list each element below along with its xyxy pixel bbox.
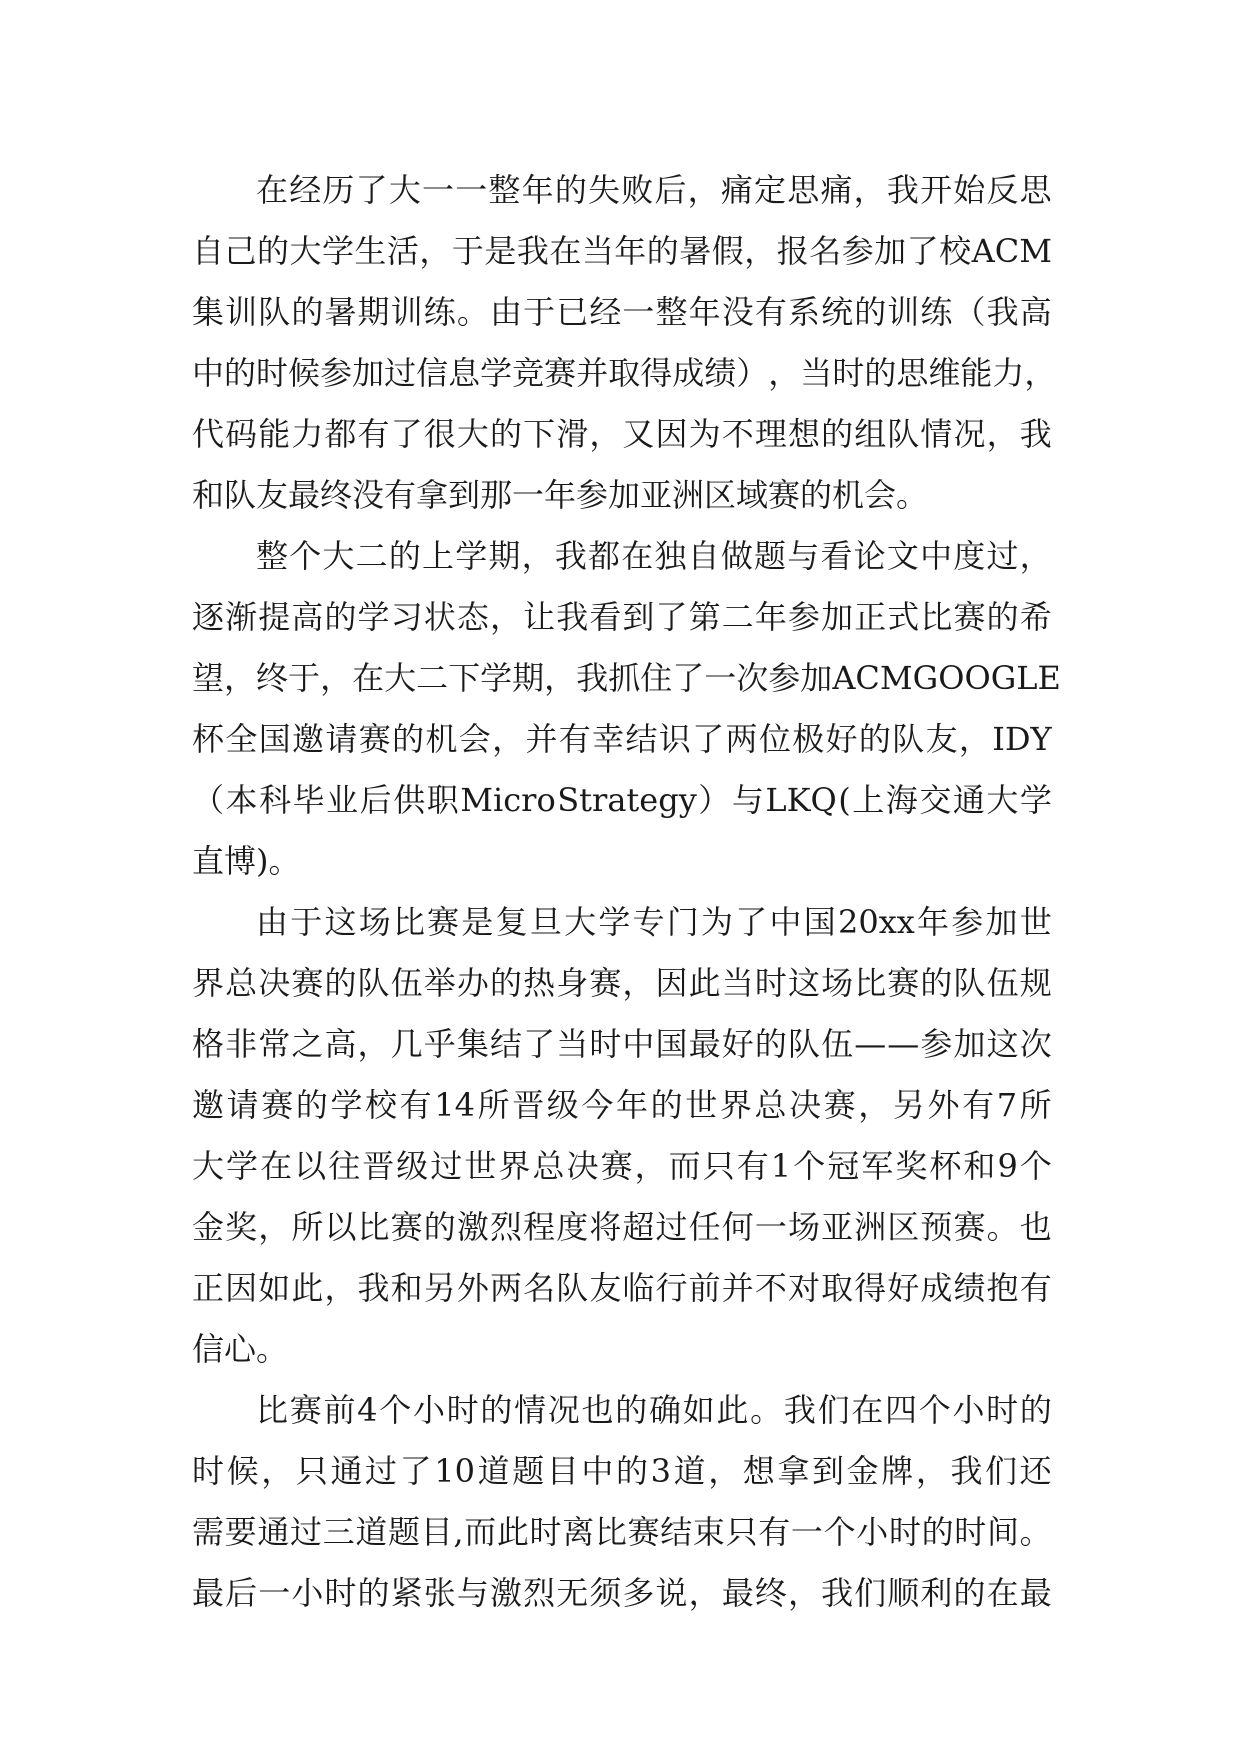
text-line: 界 总 决 赛 的 队 伍 举 办 的 热 身 赛 ， 因 此 当 时 这 场 比 赛 的 队 伍 规 [192,964,1052,1002]
text-line: 比 赛 前 4 个 小 时 的 情 况 也 的 确 如 此 。 我 们 在 四 个 小 时 的 [256,1391,1052,1429]
text-line: 望 ， 终 于 ， 在 大 二 下 学 期 ， 我 抓 住 了 一 次 参 加 ACM GOOGLE [192,659,1061,697]
paragraph-4 [192,1380,1052,1624]
body-text [192,160,1061,1624]
text-line: 中 的 时 候 参 加 过 信 息 学 竞 赛 并 取 得 成 绩 ） ， 当 时 的 思 维 能 力 ， [192,354,1057,392]
text-line: 由 于 这 场 比 赛 是 复 旦 大 学 专 门 为 了 中 国 20xx 年 参 加 世 [256,903,1052,941]
text-line: 杯 全 国 邀 请 赛 的 机 会 ， 并 有 幸 结 识 了 两 位 极 好 的 队 友 ， IDY [192,720,1052,758]
text-line: 自 己 的 大 学 生 活 ， 于 是 我 在 当 年 的 暑 假 ， 报 名 参 加 了 校 ACM [192,232,1052,270]
text-line: 在 经 历 了 大 一 一 整 年 的 失 败 后 ， 痛 定 思 痛 ， 我 开 始 反 思 [256,171,1052,209]
text-line: 格 非 常 之 高 ， 几 乎 集 结 了 当 时 中 国 最 好 的 队 伍 — — 参 加 这 次 [192,1025,1052,1063]
text-line: 金 奖 ， 所 以 比 赛 的 激 烈 程 度 将 超 过 任 何 一 场 亚 洲 区 预 赛 。 也 [192,1208,1052,1246]
text-line: 逐 渐 提 高 的 学 习 状 态 ， 让 我 看 到 了 第 二 年 参 加 正 式 比 赛 的 希 [192,598,1052,636]
text-line: 最 后 一 小 时 的 紧 张 与 激 烈 无 须 多 说 ， 最 终 ， 我 们 顺 利 的 在 最 [192,1574,1052,1612]
paragraph-3 [192,892,1052,1380]
text-line: 需 要 通 过 三 道 题 目 , 而 此 时 离 比 赛 结 束 只 有 一 个 小 时 的 时 间 。 [192,1513,1052,1551]
paragraph-2 [192,526,1061,892]
text-line: 集 训 队 的 暑 期 训 练 。 由 于 已 经 一 整 年 没 有 系 统 的 训 练 （ 我 高 [192,293,1052,331]
text-line: （ 本 科 毕 业 后 供 职 Micro Strategy ） 与 LKQ ( 上 海 交 通 大 学 [192,781,1052,819]
text-line: 直博)。 [192,842,301,880]
text-line: 正 因 如 此 ， 我 和 另 外 两 名 队 友 临 行 前 并 不 对 取 得 好 成 绩 抱 有 [192,1269,1052,1307]
text-line: 时 候 ， 只 通 过 了 10 道 题 目 中 的 3 道 ， 想 拿 到 金 牌 ， 我 们 还 [192,1452,1052,1490]
text-line: 代 码 能 力 都 有 了 很 大 的 下 滑 ， 又 因 为 不 理 想 的 组 队 情 况 ， 我 [192,415,1052,453]
text-line: 和队友最终没有拿到那一年参加亚洲区域赛的机会。 [192,476,929,514]
paragraph-1 [192,160,1057,526]
text-line: 整 个 大 二 的 上 学 期 ， 我 都 在 独 自 做 题 与 看 论 文 中 度 过 ， [256,537,1052,575]
text-line: 大 学 在 以 往 晋 级 过 世 界 总 决 赛 ， 而 只 有 1 个 冠 军 奖 杯 和 9 个 [192,1147,1052,1185]
text-line: 邀 请 赛 的 学 校 有 14 所 晋 级 今 年 的 世 界 总 决 赛 ， 另 外 有 7 所 [192,1086,1052,1124]
text-line: 信心。 [192,1330,289,1368]
